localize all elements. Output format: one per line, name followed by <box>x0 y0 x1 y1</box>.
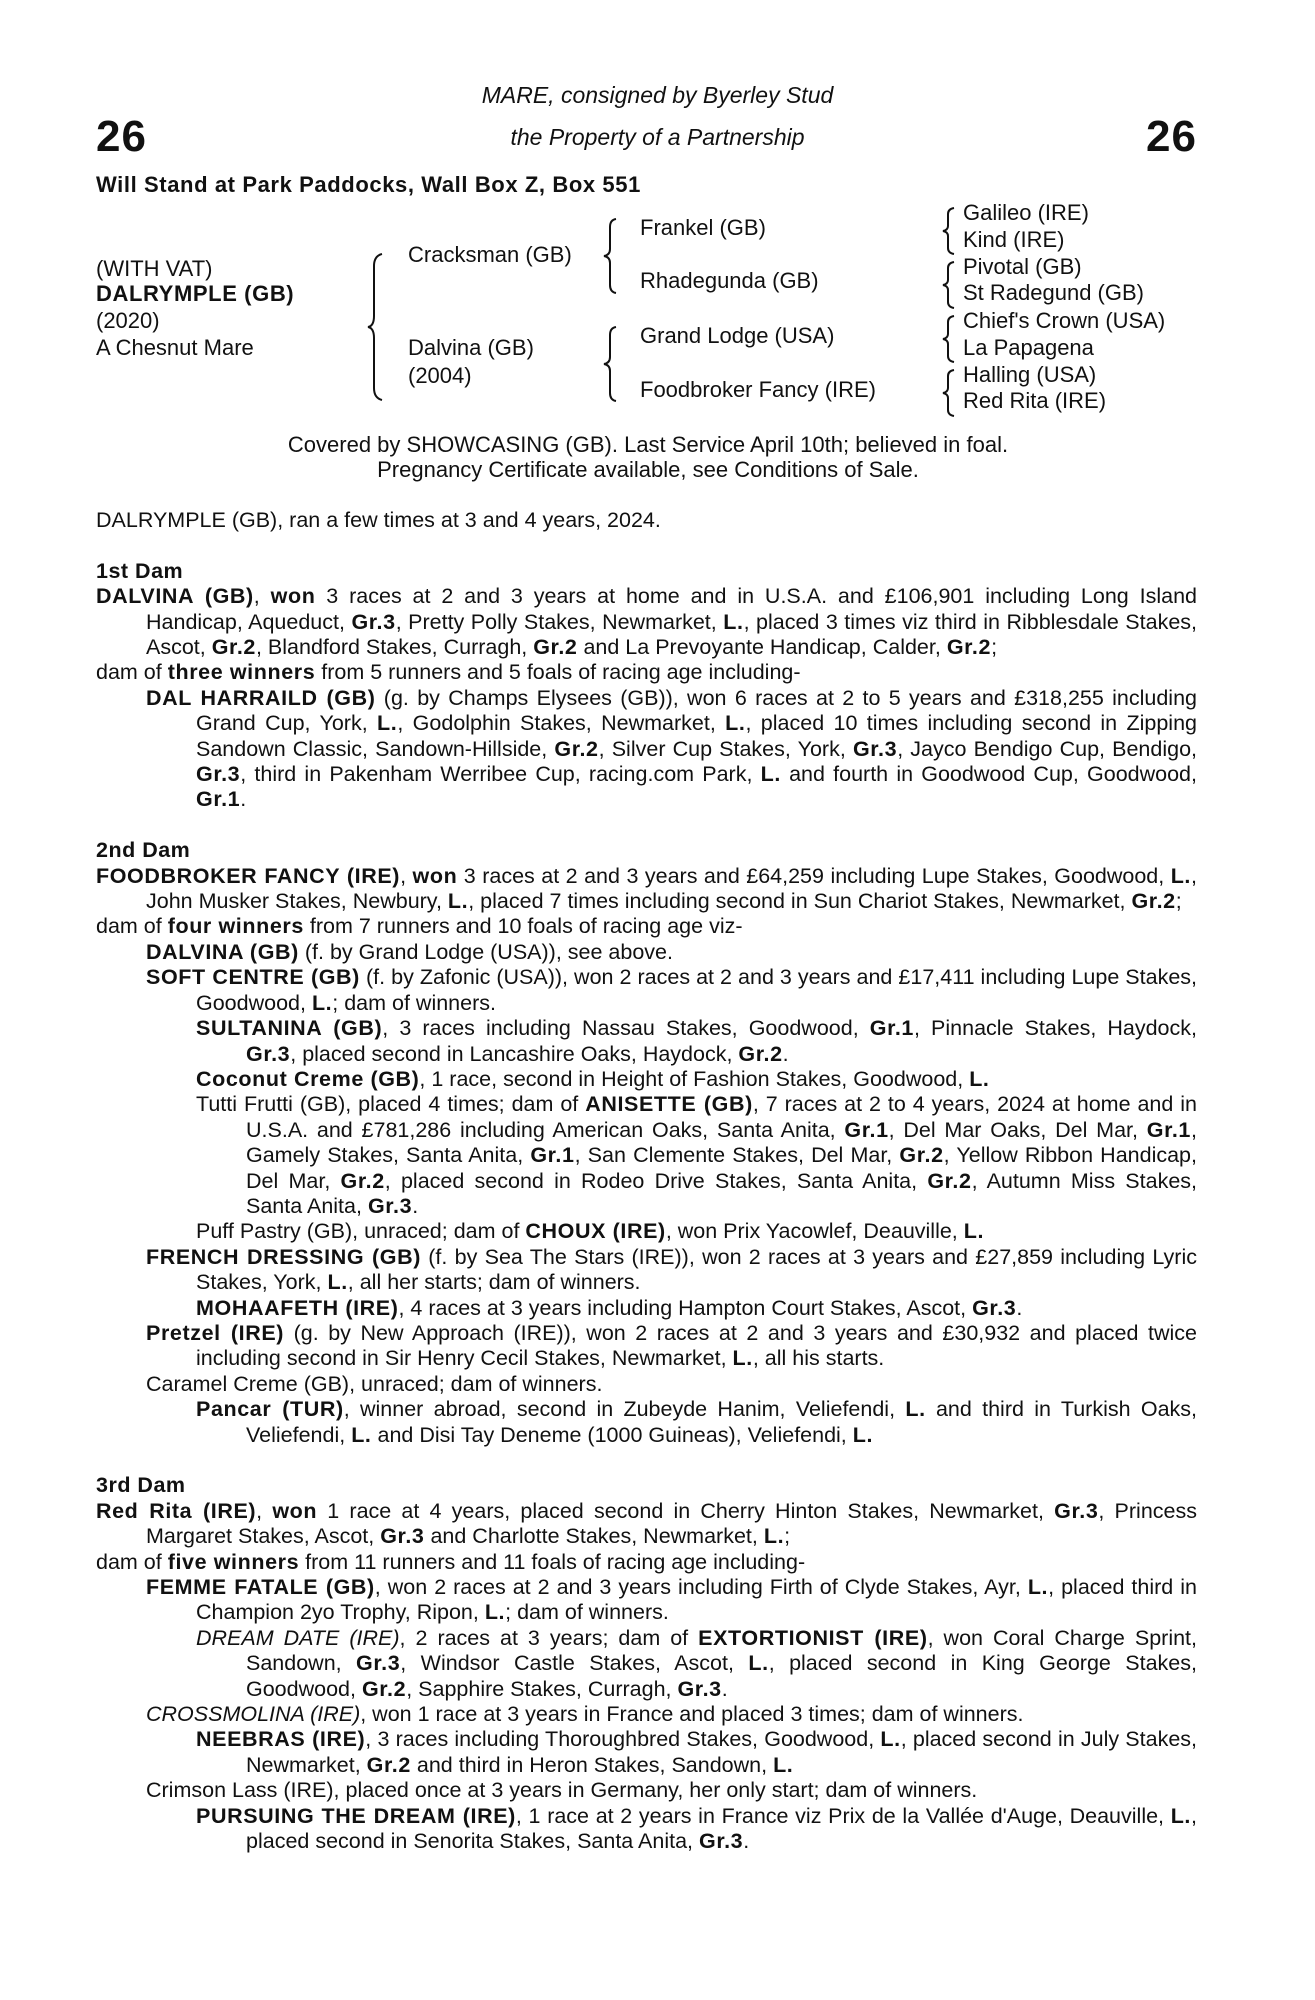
bold-text: Gr.2 <box>738 1041 783 1066</box>
bold-text: L. <box>963 1219 985 1244</box>
text: ; dam of winners. <box>332 990 496 1015</box>
pedigree-entry <box>96 1372 1197 1397</box>
text: , all his starts. <box>752 1346 885 1371</box>
text: , <box>400 863 413 888</box>
text: ; <box>1175 889 1182 914</box>
bold-text: Gr.2 <box>1131 889 1176 914</box>
pedigree-entry <box>96 686 1197 813</box>
dam: Dalvina (GB) <box>408 335 534 360</box>
text: , <box>256 1498 273 1523</box>
bold-text: L. <box>377 711 398 736</box>
text: . <box>782 1041 789 1066</box>
text: , 7 races at 2 to 4 years, 2024 at home and in U.S.A. and £781,286 including American Oaks, Santa Anita, <box>246 1092 1197 1142</box>
bold-text: L. <box>1027 1575 1049 1600</box>
sire: Cracksman (GB) <box>408 242 572 267</box>
text: , placed 3 times viz third in Ribblesdale Stakes, Ascot, <box>146 609 1197 660</box>
text: , placed 7 times including second in Sun Chariot Stakes, Newmarket, <box>468 889 1132 914</box>
dam-section <box>96 838 1197 1448</box>
covering-line-2: Pregnancy Certificate available, see Conditions of Sale. <box>377 457 919 482</box>
bold-text: SOFT CENTRE (GB) <box>146 965 360 990</box>
bold-text: Gr.1 <box>1146 1117 1191 1142</box>
horse-year: (2020) <box>96 308 160 333</box>
bold-text: Gr.3 <box>1054 1498 1099 1523</box>
third-generation-ancestor: Red Rita (IRE) <box>963 388 1107 413</box>
pedigree-entry <box>96 660 1197 685</box>
bold-text: MOHAAFETH (IRE) <box>196 1295 399 1320</box>
sire-dam: Rhadegunda (GB) <box>640 268 819 293</box>
text: 3 races at 2 and 3 years and £64,259 including Lupe Stakes, Goodwood, <box>457 863 1171 888</box>
text: from 7 runners and 10 foals of racing age viz- <box>303 914 743 939</box>
catalogue-body <box>96 508 1197 1854</box>
bold-text: Red Rita (IRE) <box>96 1498 257 1523</box>
text: , Blandford Stakes, Curragh, <box>255 635 534 660</box>
property-line: the Property of a Partnership <box>510 124 805 150</box>
text: , placed second in King George Stakes, Goodwood, <box>246 1651 1197 1701</box>
pedigree-entry <box>96 1296 1197 1321</box>
text: and third in Turkish Oaks, Veliefendi, <box>246 1397 1197 1447</box>
bold-text: Gr.3 <box>246 1041 291 1066</box>
italic-text: CROSSMOLINA (IRE) <box>146 1702 361 1727</box>
brace-dam <box>604 325 624 403</box>
text: Caramel Creme (GB), unraced; dam of winners. <box>146 1371 603 1396</box>
bold-text: L. <box>748 1651 769 1676</box>
text: Tutti Frutti (GB), placed 4 times; dam of <box>196 1092 586 1117</box>
text: ; dam of winners. <box>505 1600 669 1625</box>
pedigree-entry <box>96 1219 1197 1244</box>
text: , won 2 races at 2 and 3 years including Firth of Clyde Stakes, Ayr, <box>374 1575 1028 1600</box>
pedigree-entry <box>96 1499 1197 1550</box>
bold-text: Gr.1 <box>196 787 241 812</box>
bold-text: Gr.2 <box>211 635 256 660</box>
dam-section <box>96 559 1197 813</box>
bold-text: L. <box>311 990 333 1015</box>
third-generation-ancestor: Halling (USA) <box>963 362 1097 387</box>
dam-year: (2004) <box>408 363 472 388</box>
text: , Sapphire Stakes, Curragh, <box>406 1676 678 1701</box>
bold-text: L. <box>880 1727 901 1752</box>
pedigree-entry <box>96 1550 1197 1575</box>
brace-gen3 <box>942 206 958 256</box>
bold-text: L. <box>447 889 469 914</box>
bold-text: DALVINA (GB) <box>96 584 254 609</box>
text: (g. by Champs Elysees (GB)), won 6 races at 2 to 5 years and £318,255 including Grand Cup, York, <box>196 685 1198 736</box>
text: dam of <box>96 660 168 685</box>
bold-text: L. <box>1170 863 1192 888</box>
pedigree-entry <box>96 1397 1197 1448</box>
text: , 3 races including Nassau Stakes, Goodwood, <box>382 1016 870 1041</box>
text: , Silver Cup Stakes, York, <box>598 736 853 761</box>
horse-description: A Chesnut Mare <box>96 335 254 360</box>
text: , Yellow Ribbon Handicap, Del Mar, <box>246 1143 1197 1193</box>
text: , all her starts; dam of winners. <box>347 1270 641 1295</box>
bold-text: SULTANINA (GB) <box>196 1016 383 1041</box>
third-generation-ancestor: Galileo (IRE) <box>963 200 1089 225</box>
pedigree-entry <box>96 940 1197 965</box>
pedigree-entry <box>96 584 1197 660</box>
text: , Pretty Polly Stakes, Newmarket, <box>395 609 724 634</box>
intro-line: DALRYMPLE (GB), ran a few times at 3 and 4 years, 2024. <box>96 508 661 532</box>
brace-sire <box>604 217 624 295</box>
bold-text: L. <box>852 1422 874 1447</box>
text: , won 1 race at 3 years in France and placed 3 times; dam of winners. <box>360 1702 1024 1727</box>
brace-gen3 <box>942 314 958 364</box>
lot-number-right: 26 <box>1146 112 1197 161</box>
text: , 2 races at 3 years; dam of <box>399 1625 699 1650</box>
bold-text: Gr.1 <box>844 1117 889 1142</box>
bold-text: four winners <box>167 914 304 939</box>
bold-text: L. <box>351 1422 372 1447</box>
section-title: 2nd Dam <box>96 838 191 863</box>
bold-text: five winners <box>167 1549 300 1574</box>
bold-text: Gr.2 <box>554 736 599 761</box>
horse-name: DALRYMPLE (GB) <box>96 281 295 306</box>
text: (f. by Zafonic (USA)), won 2 races at 2 and 3 years and £17,411 including Lupe Stakes, Goodwood, <box>196 965 1197 1015</box>
bold-text: Gr.1 <box>869 1016 914 1041</box>
text: , <box>253 584 271 609</box>
text: , San Clemente Stakes, Del Mar, <box>574 1143 900 1168</box>
bold-text: L. <box>725 711 746 736</box>
bold-text: Pancar (TUR) <box>196 1397 344 1422</box>
pedigree-entry <box>96 1727 1197 1778</box>
bold-text: L. <box>763 1524 785 1549</box>
bold-text: FOODBROKER FANCY (IRE) <box>96 863 401 888</box>
bold-text: NEEBRAS (IRE) <box>196 1727 366 1752</box>
bold-text: Gr.2 <box>946 635 992 660</box>
text: , placed second in Senorita Stakes, Santa Anita, <box>246 1803 1197 1854</box>
third-generation-ancestor: Chief's Crown (USA) <box>963 308 1166 333</box>
bold-text: Gr.3 <box>677 1676 722 1701</box>
text: and Disi Tay Deneme (1000 Guineas), Veliefendi, <box>371 1422 853 1447</box>
bold-text: Gr.2 <box>899 1143 944 1168</box>
text: , 1 race at 2 years in France viz Prix de la Vallée d'Auge, Deauville, <box>515 1803 1171 1828</box>
pedigree-entry <box>96 1626 1197 1702</box>
text: ; <box>784 1524 791 1549</box>
text: . <box>1016 1295 1023 1320</box>
pedigree-entry <box>96 1016 1197 1067</box>
dam-dam: Foodbroker Fancy (IRE) <box>640 377 876 402</box>
text: , Autumn Miss Stakes, Santa Anita, <box>246 1168 1197 1218</box>
bold-text: Gr.3 <box>380 1524 425 1549</box>
bold-text: Gr.2 <box>533 635 578 660</box>
bold-text: Gr.2 <box>340 1168 385 1193</box>
section-title: 3rd Dam <box>96 1473 186 1498</box>
text: , 3 races including Thoroughbred Stakes, Goodwood, <box>365 1727 881 1752</box>
text: . <box>240 787 247 812</box>
text: Puff Pastry (GB), unraced; dam of <box>196 1219 526 1244</box>
text: , winner abroad, second in Zubeyde Hanim, Veliefendi, <box>343 1397 906 1422</box>
bold-text: CHOUX (IRE) <box>525 1219 666 1244</box>
pedigree-entry <box>96 1575 1197 1626</box>
brace-gen3 <box>942 368 958 418</box>
text: . <box>412 1193 419 1218</box>
bold-text: Gr.3 <box>356 1651 401 1676</box>
third-generation-ancestor: St Radegund (GB) <box>963 280 1144 305</box>
text: (f. by Sea The Stars (IRE)), won 2 races at 3 years and £27,859 including Lyric Stakes, York, <box>196 1244 1197 1295</box>
bold-text: Gr.3 <box>351 609 396 634</box>
text: Crimson Lass (IRE), placed once at 3 years in Germany, her only start; dam of winners. <box>146 1778 978 1803</box>
bold-text: ANISETTE (GB) <box>585 1092 753 1117</box>
text: , Del Mar Oaks, Del Mar, <box>888 1117 1147 1142</box>
pedigree-entry <box>96 1804 1197 1855</box>
bold-text: L. <box>969 1066 990 1091</box>
text: , won Coral Charge Sprint, Sandown, <box>246 1625 1197 1676</box>
third-generation-ancestor: Pivotal (GB) <box>963 254 1082 279</box>
dam-section <box>96 1473 1197 1854</box>
bold-text: won <box>272 1498 318 1523</box>
pedigree-entry <box>96 1702 1197 1727</box>
pedigree-entry <box>96 1092 1197 1219</box>
bold-text: DAL HARRAILD (GB) <box>146 685 376 710</box>
text: , third in Pakenham Werribee Cup, racing.com Park, <box>240 762 761 787</box>
brace-gen3 <box>942 260 958 310</box>
bold-text: Gr.3 <box>699 1829 744 1854</box>
text: . <box>743 1829 750 1854</box>
bold-text: won <box>412 863 458 888</box>
bold-text: L. <box>1170 1803 1192 1828</box>
pedigree-entry <box>96 1778 1197 1803</box>
text: , Windsor Castle Stakes, Ascot, <box>400 1651 749 1676</box>
covering-line-1: Covered by SHOWCASING (GB). Last Service April 10th; believed in foal. <box>287 432 1009 457</box>
bold-text: FRENCH DRESSING (GB) <box>146 1244 421 1269</box>
text: and Charlotte Stakes, Newmarket, <box>424 1524 764 1549</box>
text: dam of <box>96 1549 168 1574</box>
text: (f. by Grand Lodge (USA)), see above. <box>298 939 673 964</box>
bold-text: PURSUING THE DREAM (IRE) <box>196 1803 516 1828</box>
pedigree-entry <box>96 965 1197 1016</box>
text: , Jayco Bendigo Cup, Bendigo, <box>897 736 1198 761</box>
bold-text: Gr.3 <box>852 736 898 761</box>
bold-text: Gr.2 <box>361 1676 407 1701</box>
text: dam of <box>96 914 168 939</box>
bold-text: Pretzel (IRE) <box>146 1320 285 1345</box>
text: , placed 10 times including second in Zipping Sandown Classic, Sandown-Hillside, <box>196 711 1197 761</box>
bold-text: L. <box>760 762 781 787</box>
text: , 4 races at 3 years including Hampton Court Stakes, Ascot, <box>398 1295 973 1320</box>
third-generation-ancestor: Kind (IRE) <box>963 227 1065 252</box>
bold-text: Gr.3 <box>196 762 241 787</box>
text: , placed third in Champion 2yo Trophy, Ripon, <box>196 1575 1197 1625</box>
text: and third in Heron Stakes, Sandown, <box>410 1752 774 1777</box>
bold-text: Gr.2 <box>927 1168 972 1193</box>
bold-text: L. <box>773 1752 794 1777</box>
bold-text: Coconut Creme (GB) <box>196 1066 420 1091</box>
text: , placed second in Lancashire Oaks, Haydock, <box>290 1041 739 1066</box>
text: , placed second in Rodeo Drive Stakes, Santa Anita, <box>384 1168 928 1193</box>
bold-text: FEMME FATALE (GB) <box>146 1575 375 1600</box>
text: (g. by New Approach (IRE)), won 2 races at 2 and 3 years and £30,932 and placed twice including second in Sir Henry Cecil Stakes, Newmarket, <box>196 1320 1197 1371</box>
bold-text: L. <box>905 1397 926 1422</box>
pedigree-entry <box>96 1067 1197 1092</box>
text: from 5 runners and 5 foals of racing age including- <box>315 660 801 685</box>
text: , Godolphin Stakes, Newmarket, <box>397 711 726 736</box>
text: , John Musker Stakes, Newbury, <box>146 863 1197 914</box>
bold-text: L. <box>723 609 744 634</box>
lot-number-left: 26 <box>96 112 147 161</box>
text: and La Prevoyante Handicap, Calder, <box>577 635 947 660</box>
text: . <box>721 1676 728 1701</box>
pedigree-entry <box>96 1321 1197 1372</box>
section-title: 1st Dam <box>96 558 184 583</box>
bold-text: L. <box>484 1600 506 1625</box>
stand-location: Will Stand at Park Paddocks, Wall Box Z, Box 551 <box>96 172 641 197</box>
bold-text: L. <box>732 1346 753 1371</box>
bold-text: Gr.2 <box>366 1752 411 1777</box>
bold-text: Gr.3 <box>367 1193 413 1218</box>
italic-text: DREAM DATE (IRE) <box>196 1625 400 1650</box>
text: , Gamely Stakes, Santa Anita, <box>246 1117 1197 1168</box>
text: and fourth in Goodwood Cup, Goodwood, <box>780 762 1197 787</box>
text: ; <box>991 635 998 660</box>
text: , 1 race, second in Height of Fashion Stakes, Goodwood, <box>419 1066 970 1091</box>
vat-label: (WITH VAT) <box>96 256 213 281</box>
bold-text: L. <box>327 1270 348 1295</box>
sire-sire: Frankel (GB) <box>640 215 766 240</box>
text: , Princess Margaret Stakes, Ascot, <box>146 1498 1197 1549</box>
bold-text: DALVINA (GB) <box>146 939 299 964</box>
bold-text: EXTORTIONIST (IRE) <box>698 1625 928 1650</box>
text: 1 race at 4 years, placed second in Cherry Hinton Stakes, Newmarket, <box>317 1498 1055 1523</box>
text: , won Prix Yacowlef, Deauville, <box>665 1219 964 1244</box>
brace-gen1 <box>368 252 388 402</box>
text: , placed second in July Stakes, Newmarket, <box>246 1727 1198 1777</box>
consignor-line: MARE, consigned by Byerley Stud <box>481 82 834 108</box>
text: , Pinnacle Stakes, Haydock, <box>914 1016 1197 1041</box>
bold-text: Gr.1 <box>530 1143 575 1168</box>
pedigree-entry <box>96 1245 1197 1296</box>
dam-sire: Grand Lodge (USA) <box>640 323 835 348</box>
bold-text: won <box>270 584 316 609</box>
text: 3 races at 2 and 3 years at home and in U.S.A. and £106,901 including Long Island Handicap, Aqueduct, <box>146 584 1197 634</box>
pedigree-entry <box>96 914 1197 939</box>
bold-text: Gr.3 <box>972 1295 1017 1320</box>
pedigree-entry <box>96 864 1197 915</box>
text: from 11 runners and 11 foals of racing age including- <box>299 1549 806 1574</box>
third-generation-ancestor: La Papagena <box>963 335 1094 360</box>
bold-text: three winners <box>167 660 316 685</box>
